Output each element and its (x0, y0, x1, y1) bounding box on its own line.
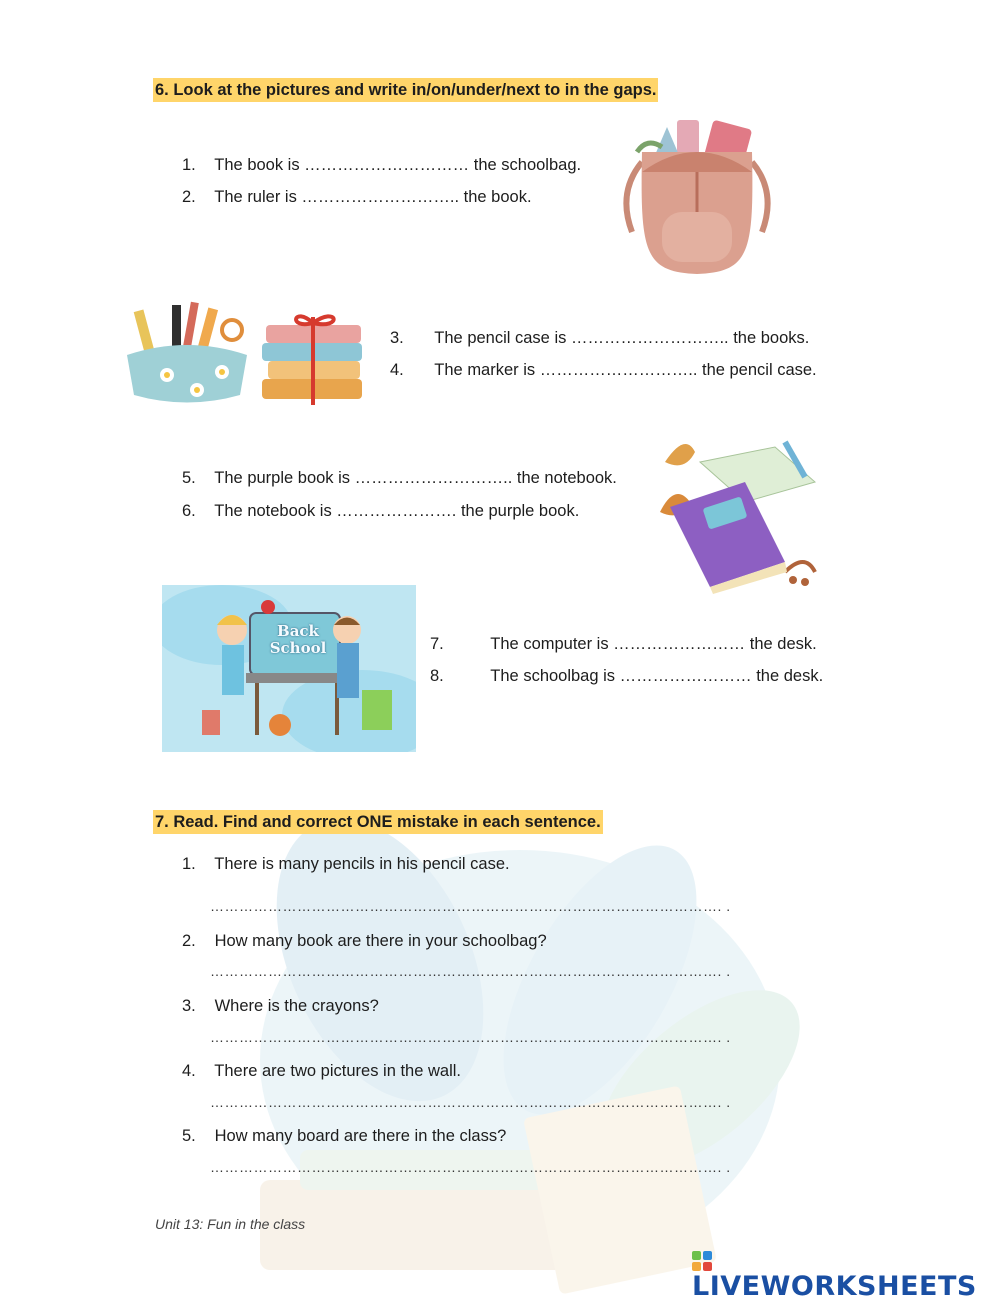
books-with-ribbon-illustration (258, 305, 368, 410)
item-number: 2. (182, 932, 196, 950)
liveworksheets-wordmark: LIVEWORKSHEETS (692, 1271, 977, 1302)
footer-unit-label: Unit 13: Fun in the class (155, 1216, 306, 1232)
item-number: 5. (182, 1127, 196, 1145)
item-number: 8. (430, 667, 444, 685)
item-number: 3. (182, 997, 196, 1015)
exercise-6-heading: 6. Look at the pictures and write in/on/under/next to in the gaps. (153, 78, 658, 102)
item-text: There are two pictures in the wall. (214, 1062, 461, 1080)
pencil-case-illustration (122, 300, 252, 410)
exercise-7-item-5 (182, 1126, 506, 1146)
item-text: The ruler is ……………………….. the book. (214, 188, 532, 206)
item-number: 5. (182, 469, 196, 487)
exercise-6-item-3 (390, 328, 809, 348)
item-text: The notebook is …………………. the purple book. (214, 502, 580, 520)
item-number: 4. (390, 361, 404, 379)
item-number: 4. (182, 1062, 196, 1080)
exercise-7-item-1 (182, 854, 510, 874)
answer-line-5[interactable]: ……………………………………………………………………………………………. . (210, 1159, 731, 1175)
exercise-7-item-2 (182, 931, 547, 951)
item-text: The computer is …………………… the desk. (490, 635, 817, 653)
back-to-school-illustration (162, 585, 416, 752)
item-text: The marker is ……………………….. the pencil case. (434, 361, 817, 379)
item-text: The pencil case is ……………………….. the books. (434, 329, 810, 347)
exercise-6-item-7 (430, 634, 817, 654)
exercise-6-item-2 (182, 187, 532, 207)
liveworksheets-brand[interactable] (692, 1251, 1000, 1302)
back-label-line-1: Back (277, 622, 319, 640)
exercise-6-item-4 (390, 360, 817, 380)
item-text: The book is ………………………… the schoolbag. (214, 156, 582, 174)
schoolbag-illustration (612, 112, 782, 282)
item-number: 3. (390, 329, 404, 347)
answer-line-2[interactable]: ……………………………………………………………………………………………. . (210, 963, 731, 979)
exercise-7-item-3 (182, 996, 379, 1016)
answer-line-1[interactable]: ……………………………………………………………………………………………. . (210, 898, 731, 914)
answer-line-4[interactable]: ……………………………………………………………………………………………. . (210, 1094, 731, 1110)
item-number: 1. (182, 156, 196, 174)
item-text: How many book are there in your schoolbag? (214, 932, 547, 950)
answer-line-3[interactable]: ……………………………………………………………………………………………. . (210, 1029, 731, 1045)
item-text: Where is the crayons? (214, 997, 379, 1015)
exercise-7-item-4 (182, 1061, 461, 1081)
exercise-7-heading: 7. Read. Find and correct ONE mistake in each sentence. (153, 810, 603, 834)
item-text: The purple book is ……………………….. the notebook. (214, 469, 617, 487)
item-text: The schoolbag is …………………… the desk. (490, 667, 824, 685)
item-text: There is many pencils in his pencil case. (214, 855, 510, 873)
item-number: 7. (430, 635, 444, 653)
exercise-6-item-1 (182, 155, 581, 175)
item-number: 2. (182, 188, 196, 206)
item-number: 6. (182, 502, 196, 520)
back-to-school-label (258, 623, 338, 657)
back-to-school-scene (162, 585, 416, 752)
item-number: 1. (182, 855, 196, 873)
purple-book-and-notebook-illustration (655, 422, 825, 594)
exercise-6-item-5 (182, 468, 617, 488)
exercise-6-item-6 (182, 501, 579, 521)
back-label-line-2: School (269, 639, 327, 657)
exercise-6-item-8 (430, 666, 823, 686)
item-text: How many board are there in the class? (214, 1127, 507, 1145)
liveworksheets-logo-icon (692, 1251, 712, 1271)
